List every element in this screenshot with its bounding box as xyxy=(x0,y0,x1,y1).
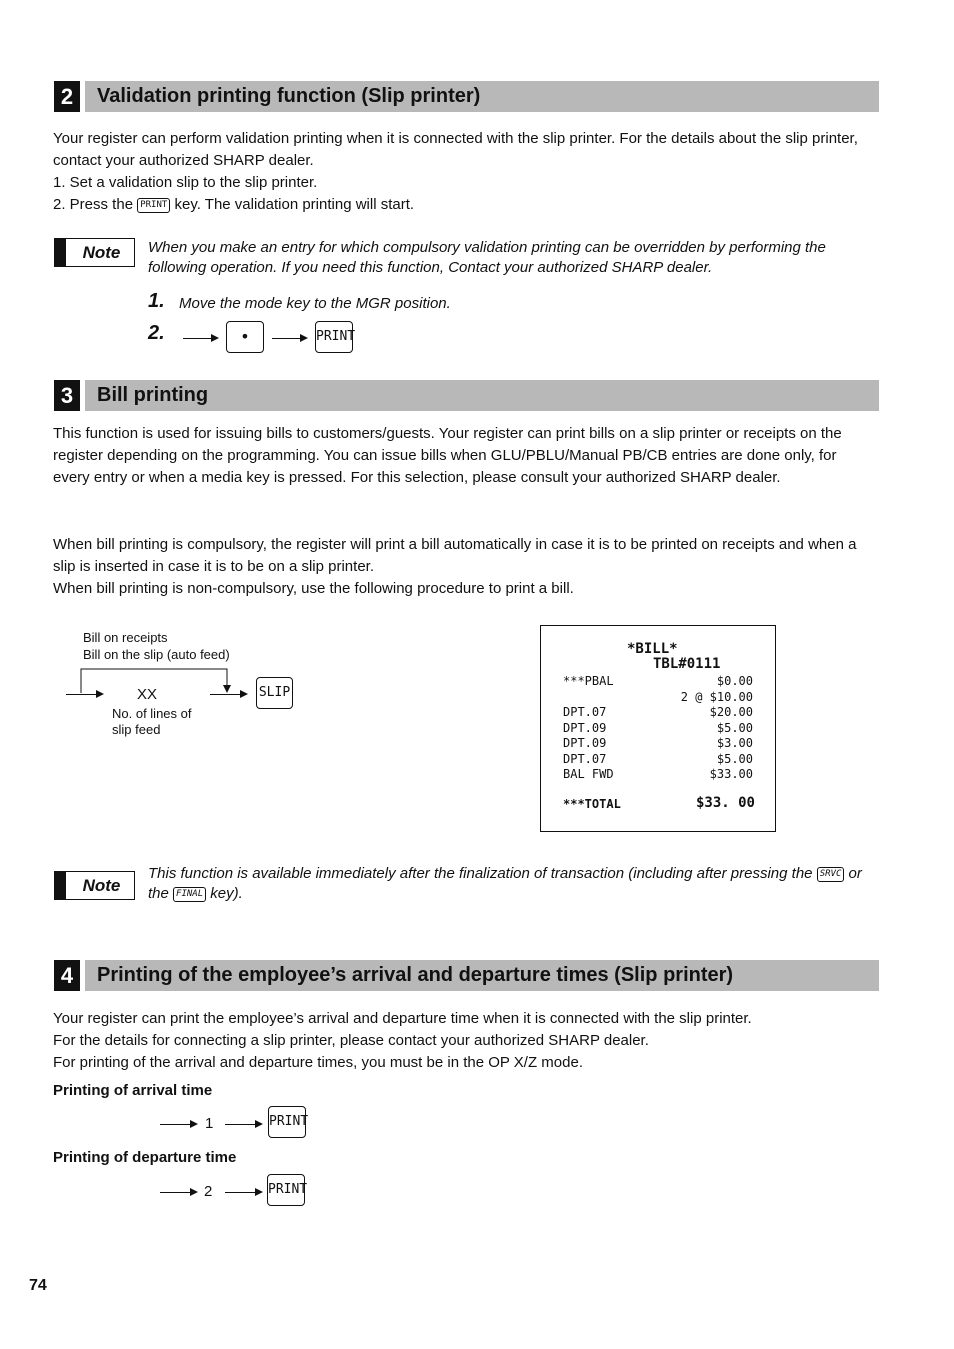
srvc-key: SRVC xyxy=(817,867,845,882)
receipt-total-label: ***TOTAL xyxy=(563,797,621,811)
receipt-row-label: DPT.07 xyxy=(563,705,607,719)
arrow-icon xyxy=(225,1124,261,1125)
arrival-heading: Printing of arrival time xyxy=(53,1082,213,1099)
section-number: 3 xyxy=(54,380,80,411)
print-key: PRINT xyxy=(268,1106,306,1138)
step-2 xyxy=(53,194,873,216)
receipt-total-value: $33. 00 xyxy=(695,795,755,811)
section-title: Bill printing xyxy=(97,384,209,406)
arrow-icon xyxy=(210,694,246,695)
receipt-row-label: DPT.09 xyxy=(563,736,607,750)
note-text xyxy=(148,864,878,904)
departure-digit: 2 xyxy=(204,1183,213,1200)
receipt-row-value: $5.00 xyxy=(716,720,753,735)
print-key: PRINT xyxy=(315,321,353,353)
diagram-label-slip: Bill on the slip (auto feed) xyxy=(83,647,230,662)
bypass-arrow-icon xyxy=(64,665,264,705)
departure-heading: Printing of departure time xyxy=(53,1149,237,1166)
page-number: 74 xyxy=(29,1277,47,1294)
receipt-row-value: $20.00 xyxy=(709,705,753,719)
dot-key: • xyxy=(226,321,264,353)
bill-receipt xyxy=(540,625,776,832)
arrow-icon xyxy=(225,1192,261,1193)
note-text-part: or the xyxy=(148,865,862,902)
feed-lines-value: XX xyxy=(137,686,158,703)
step-1: 1. Set a validation slip to the slip printer. xyxy=(53,174,318,191)
paragraph: When bill printing is non-compulsory, use the following procedure to print a bill. xyxy=(53,580,574,597)
receipt-row-label: ***PBAL xyxy=(563,674,614,688)
operation-step-1-number: 1. xyxy=(148,290,165,312)
paragraph: This function is used for issuing bills to customers/guests. Your register can print bills on a slip printer or receipts on the register depending on the programming. You can issue bills when GLU/PBLU/Manual PB/CB entries are done only, for every entry or when a media key is pressed. For this selection, please consult your authorized SHARP dealer. xyxy=(53,425,842,486)
feed-lines-caption: slip feed xyxy=(112,722,161,737)
paragraph: For the details for connecting a slip printer, please contact your authorized SHARP dealer. xyxy=(53,1032,649,1049)
step-2-suffix: key. The validation printing will start. xyxy=(174,196,415,213)
section-number: 2 xyxy=(54,81,80,112)
arrow-icon xyxy=(66,694,102,695)
final-key: FINAL xyxy=(173,887,206,902)
note-label xyxy=(54,871,135,900)
arrival-digit: 1 xyxy=(205,1115,214,1132)
note-text-part: This function is available immediately after the finalization of transaction (including after pressing the xyxy=(148,865,813,882)
receipt-table-number: TBL#0111 xyxy=(653,656,721,672)
paragraph: When bill printing is compulsory, the register will print a bill automatically in case it is to be printed on receipts and when a slip is inserted in case it is to be on a slip printer. xyxy=(53,536,857,575)
print-key: PRINT xyxy=(137,198,170,213)
receipt-row-value: $5.00 xyxy=(716,751,753,766)
note-text-part: key). xyxy=(210,885,243,902)
paragraph: Your register can perform validation printing when it is connected with the slip printer. For the details about the slip printer, contact your authorized SHARP dealer. xyxy=(53,130,858,169)
section-title: Validation printing function (Slip printer) xyxy=(97,85,481,107)
note-label-text: Note xyxy=(82,876,121,895)
step-2-prefix: 2. Press the xyxy=(53,196,134,213)
feed-lines-caption: No. of lines of xyxy=(112,706,192,721)
arrow-icon xyxy=(272,338,306,339)
print-key: PRINT xyxy=(267,1174,305,1206)
arrow-icon xyxy=(160,1192,196,1193)
receipt-row-value: $3.00 xyxy=(716,736,753,750)
receipt-row-label: DPT.07 xyxy=(563,751,607,766)
operation-step-1-text: Move the mode key to the MGR position. xyxy=(179,295,451,312)
section-title: Printing of the employee’s arrival and departure times (Slip printer) xyxy=(97,964,734,986)
paragraph: Your register can print the employee’s arrival and departure time when it is connected with the slip printer. xyxy=(53,1010,752,1027)
receipt-row-value: 2 @ $10.00 xyxy=(680,689,753,704)
operation-step-2-number: 2. xyxy=(148,322,165,344)
receipt-row-label: BAL FWD xyxy=(563,767,614,781)
section-number: 4 xyxy=(54,960,80,991)
diagram-label-receipts: Bill on receipts xyxy=(83,630,168,645)
arrow-icon xyxy=(183,338,217,339)
note-label xyxy=(54,238,135,267)
receipt-row-value: $33.00 xyxy=(709,767,753,781)
slip-key: SLIP xyxy=(256,677,293,709)
note-label-text: Note xyxy=(82,243,121,262)
arrow-icon xyxy=(160,1124,196,1125)
receipt-header: *BILL* xyxy=(627,641,678,657)
receipt-row-value: $0.00 xyxy=(716,674,753,688)
paragraph: For printing of the arrival and departure times, you must be in the OP X/Z mode. xyxy=(53,1054,583,1071)
note-text: When you make an entry for which compulsory validation printing can be overridden by performing the following operation. If you need this function, Contact your authorized SHARP dealer. xyxy=(148,239,826,276)
receipt-row-label: DPT.09 xyxy=(563,720,607,735)
